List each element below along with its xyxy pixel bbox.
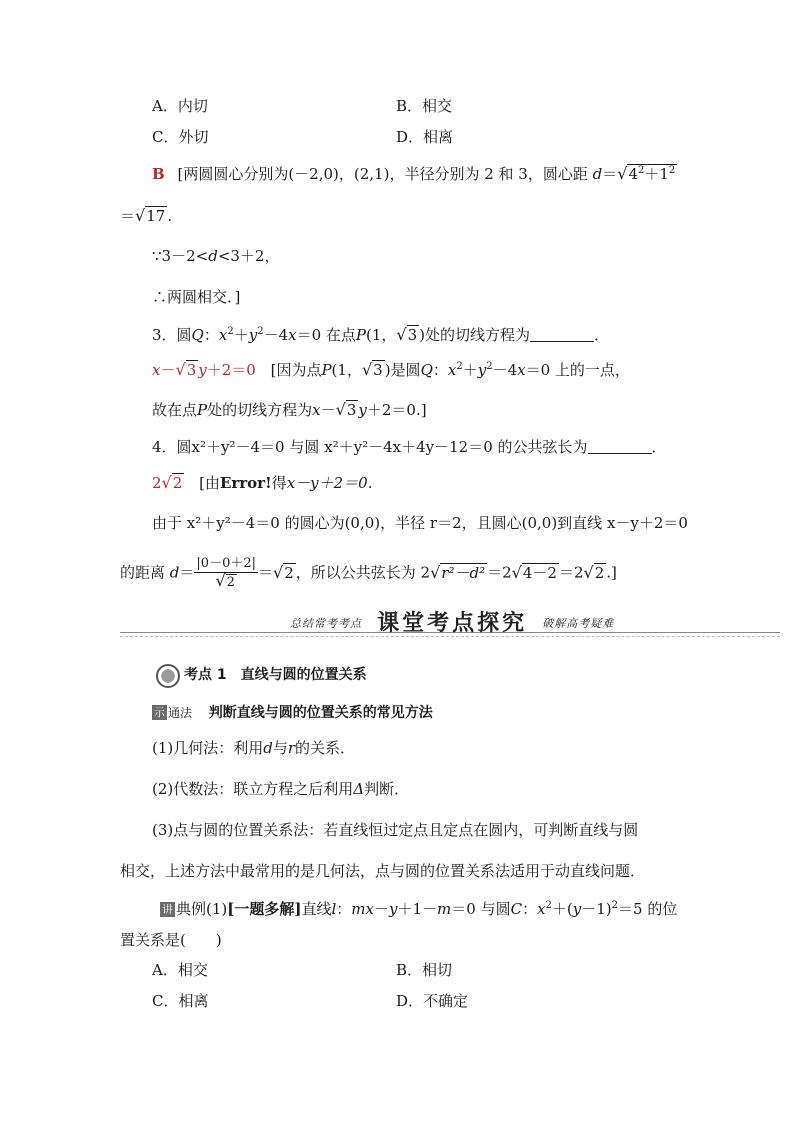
question-3: 3．圆Q：$x^2+y^2-4x=0$ 在点P(1，√3 )处的切线方程为 ． — [152, 325, 610, 344]
method-item-3-line2: 相交，上述方法中最常用的是几何法，点与圆的位置关系法适用于动直线问题． — [120, 862, 646, 880]
option-b: B．相交 — [396, 97, 453, 115]
answer2-line3: ∵3－2<d<3＋2， — [152, 247, 280, 265]
banner-left-text: 总结常考考点 — [290, 617, 362, 630]
answer2-line4: ∴两圆相交．] — [152, 288, 241, 306]
question-4: 4．圆x²＋y²－4＝0 与圆 x²＋y²－4x＋4y－12＝0 的公共弦长为 ． — [152, 438, 667, 456]
option-d: D．相离 — [396, 128, 454, 146]
answer4-value: 2√2 — [152, 473, 183, 492]
example-option-a: A．相交 — [152, 961, 208, 979]
example-option-c: C．相离 — [152, 992, 209, 1010]
section-banner — [290, 606, 614, 637]
bullet-circle-icon — [156, 664, 180, 688]
example-line2: 置关系是( ) — [120, 931, 222, 949]
method-heading: 示 通法 判断直线与圆的位置关系的常见方法 — [154, 705, 433, 721]
answer3-value: x－√3 y＋2＝0 — [152, 360, 256, 379]
option-c: C．外切 — [152, 128, 209, 146]
method-item-2: (2)代数法：联立方程之后利用Δ判断． — [152, 780, 410, 798]
method-item-3-line1: (3)点与圆的位置关系法：若直线恒过定点且定点在圆内，可判断直线与圆 — [152, 821, 639, 839]
radical: $√4^2+1^2$ — [617, 164, 676, 183]
answer2-line1: B [两圆圆心分别为(－2,0)，(2,1)，半径分别为 2 和 3，圆心距 $d=√4^2+1^2$ — [152, 164, 676, 183]
radical: √3 — [396, 325, 418, 344]
answer4-line1: 2√2 [由Error!得x－y＋2＝0. — [152, 473, 373, 492]
answer-letter: B — [152, 165, 165, 183]
answer-blank — [588, 439, 652, 454]
answer2-line2: ＝√17 . — [120, 206, 173, 225]
example-line1: 讲 典例(1)[一题多解]直线l：mx－y＋1－m＝0 与圆C：$x^2+(y-1)^2=5$ 的位 — [162, 900, 678, 918]
radical: √17 — [135, 206, 166, 225]
method-item-1: (1)几何法：利用d与r的关系． — [152, 739, 356, 757]
section-title: 考点 1 直线与圆的位置关系 — [184, 667, 367, 683]
banner-title: 课堂考点探究 — [377, 611, 528, 636]
answer-blank — [530, 327, 594, 342]
answer4-line2: 由于 x²＋y²－4＝0 的圆心为(0,0)，半径 r＝2，且圆心(0,0)到直线 x－y＋2＝0 — [152, 514, 688, 532]
method-tag: 示 — [154, 706, 165, 719]
answer4-line3: 的距离 d＝ $\frac{|0-0+2|}{√2}$ ＝√2 ，所以公共弦长为 2√r²－d² ＝2√4－2 ＝2√2 .] — [120, 556, 617, 590]
example-option-b: B．相切 — [396, 961, 453, 979]
answer3-line1: x－√3 y＋2＝0 [因为点P(1，√3 )是圆Q：$x^2+y^2-4x=0$ 上的一点， — [152, 360, 630, 379]
fraction: $\frac{|0-0+2|}{√2}$ — [196, 556, 256, 590]
banner-right-text: 破解高考疑难 — [542, 617, 615, 630]
option-a: A．内切 — [152, 97, 208, 115]
example-option-d: D．不确定 — [396, 992, 469, 1010]
example-tag: 讲 — [162, 903, 173, 916]
answer3-line2: 故在点P处的切线方程为x－√3 y＋2＝0.] — [152, 400, 427, 419]
